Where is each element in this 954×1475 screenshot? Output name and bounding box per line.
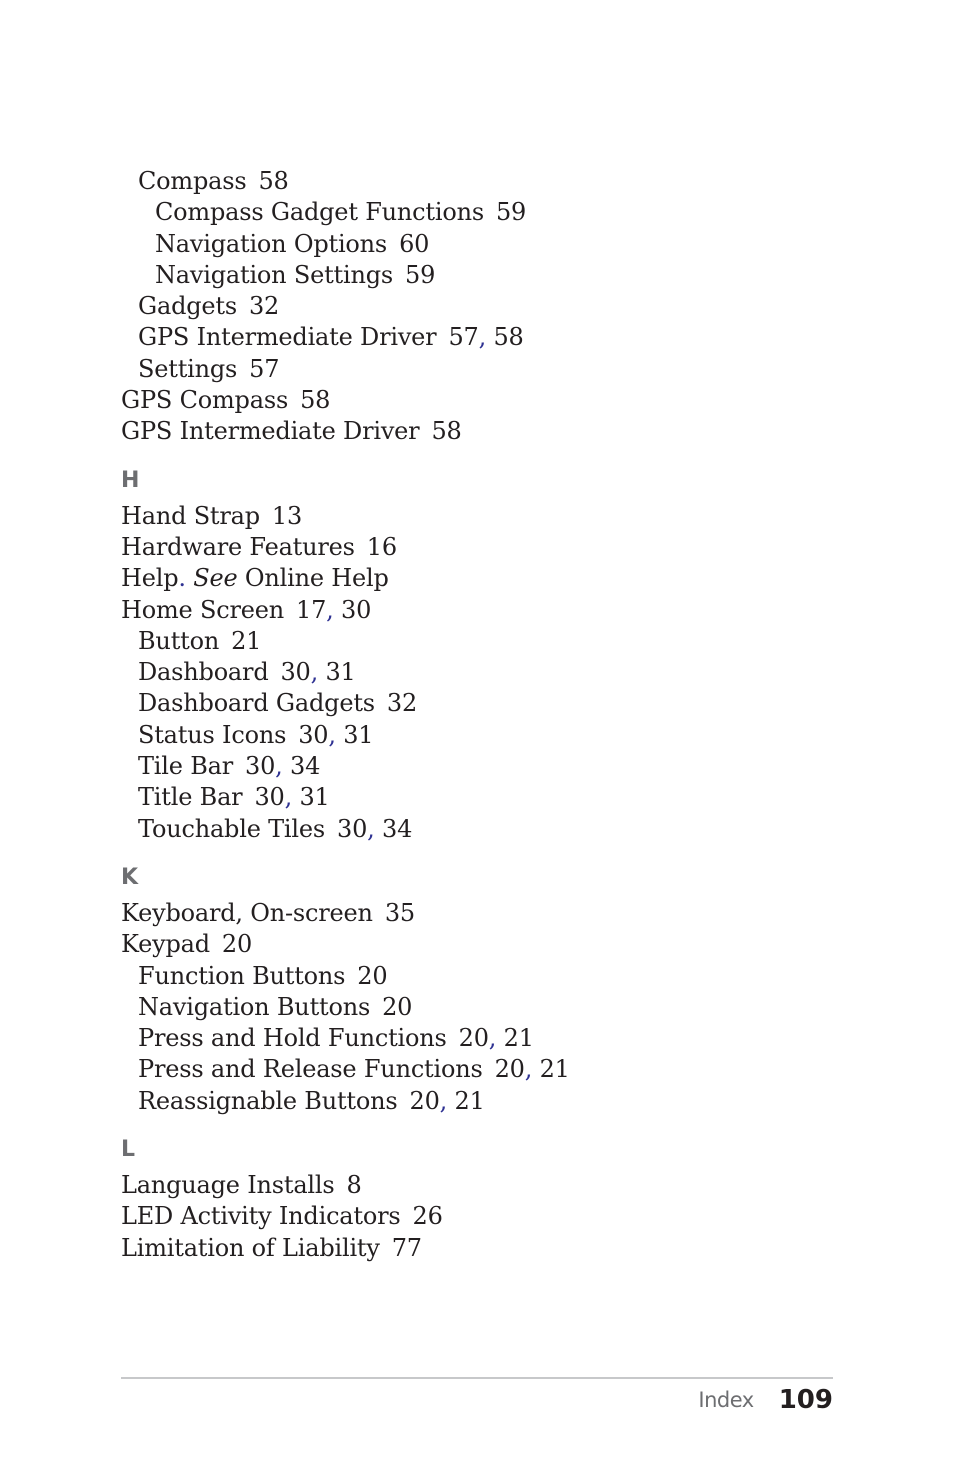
- index-subentry: [121, 814, 833, 845]
- index-letter-heading: K: [121, 864, 139, 890]
- index-term: Press and Release Functions: [138, 1055, 483, 1084]
- index-term: Compass Gadget Functions: [155, 198, 484, 227]
- page-ref: 31: [343, 720, 374, 749]
- index-page-refs: [245, 752, 320, 780]
- footer-page-number: 109: [778, 1385, 833, 1415]
- index-page-refs: [296, 596, 371, 624]
- index-subentry: [121, 354, 833, 385]
- index-subentry: [121, 166, 833, 197]
- index-subentry: [121, 782, 833, 813]
- index-page-refs: [387, 689, 417, 717]
- index-entry: [121, 898, 833, 929]
- page-ref: 8: [346, 1171, 362, 1200]
- index-subentry: [121, 961, 833, 992]
- page-ref: 58: [431, 417, 462, 446]
- page-ref-separator: ,: [326, 595, 341, 624]
- page-ref: 58: [258, 167, 289, 195]
- page-ref: 20: [382, 992, 413, 1021]
- index-term: Status Icons: [138, 720, 287, 749]
- page-ref: 20: [458, 1024, 489, 1053]
- index-page-refs: [410, 1087, 485, 1115]
- index-term: Keypad: [121, 930, 210, 959]
- index-page-refs: [431, 417, 461, 445]
- index-term: Help: [121, 564, 179, 593]
- page-ref: 16: [366, 532, 397, 561]
- page-ref-separator: ,: [275, 752, 291, 781]
- page-ref: 21: [503, 1024, 534, 1053]
- page-ref: 58: [300, 386, 331, 415]
- page-ref: 21: [231, 626, 262, 655]
- index-term: GPS Intermediate Driver: [121, 417, 420, 446]
- index-subentry: [121, 1023, 833, 1054]
- page-ref: 60: [399, 229, 430, 258]
- footer-rule: [121, 1377, 833, 1379]
- page-ref: 77: [391, 1233, 422, 1262]
- index-term: Navigation Options: [155, 229, 388, 258]
- index-page-refs: [382, 993, 412, 1021]
- index-subentry: [121, 260, 833, 291]
- index-subentry: [121, 322, 833, 353]
- page-ref: 20: [494, 1055, 525, 1084]
- page-ref: 34: [290, 752, 321, 781]
- page-ref: 17: [296, 595, 327, 624]
- page-ref: 57: [249, 354, 280, 383]
- index-term: Touchable Tiles: [138, 814, 326, 843]
- index-term: Function Buttons: [138, 961, 346, 990]
- page-ref: 31: [325, 658, 356, 687]
- index-term: Title Bar: [138, 783, 243, 812]
- index-term: Dashboard Gadgets: [138, 689, 375, 718]
- index-page-refs: [459, 1024, 534, 1052]
- index-page-refs: [249, 292, 279, 320]
- index-page-refs: [300, 386, 330, 414]
- index-page-refs: [405, 261, 435, 289]
- index-page-refs: [357, 962, 387, 990]
- page-ref: 32: [248, 292, 280, 321]
- page-ref: 30: [337, 814, 368, 843]
- index-page-refs: [392, 1234, 422, 1262]
- page-ref: 57: [448, 323, 479, 352]
- page-ref-separator: ,: [478, 323, 494, 352]
- index-page-refs: [231, 627, 261, 655]
- page-ref: 30: [341, 595, 372, 624]
- index-subentry: [121, 197, 833, 228]
- index-term: Language Installs: [121, 1171, 335, 1200]
- index-page-refs: [258, 167, 288, 195]
- see-target: Online Help: [244, 564, 389, 593]
- index-entry: [121, 1170, 833, 1201]
- page-ref: 34: [382, 814, 413, 843]
- index-page-refs: [254, 783, 329, 811]
- page-ref: 30: [254, 783, 285, 812]
- index-entry: [121, 501, 833, 532]
- index-page-refs: [399, 230, 429, 258]
- index-entry: [121, 416, 833, 447]
- index-term: GPS Intermediate Driver: [138, 323, 437, 352]
- index-subentry: [121, 1086, 833, 1117]
- index-page-refs: [448, 323, 523, 351]
- index-page-refs: [298, 721, 373, 749]
- index-term: Gadgets: [138, 292, 237, 321]
- index-term: Hand Strap: [121, 501, 260, 530]
- index-subentry: [121, 751, 833, 782]
- index-page-refs: [367, 533, 397, 561]
- index-term: Button: [138, 626, 220, 655]
- index-subentry: [121, 720, 833, 751]
- index-page-refs: [272, 502, 302, 530]
- index-entry: [121, 385, 833, 416]
- index-term: GPS Compass: [121, 386, 289, 415]
- index-entry: [121, 595, 833, 626]
- index-term: Dashboard: [138, 658, 269, 687]
- index-subentry: [121, 688, 833, 719]
- page-ref-separator: ,: [284, 783, 300, 812]
- index-term: LED Activity Indicators: [121, 1202, 401, 1231]
- index-term: Navigation Settings: [155, 260, 394, 289]
- page-footer: [698, 1380, 833, 1420]
- index-letter-heading: L: [121, 1137, 136, 1163]
- index-page-refs: [413, 1202, 443, 1230]
- index-page-refs: [385, 899, 415, 927]
- page-ref: 35: [384, 898, 415, 927]
- index-entry: [121, 929, 833, 960]
- index-letter-heading: H: [121, 467, 140, 493]
- page-ref-separator: ,: [524, 1055, 540, 1084]
- page-ref-separator: ,: [367, 814, 383, 843]
- page-ref: 20: [221, 930, 253, 959]
- page-ref: 21: [539, 1055, 570, 1084]
- index-entry: [121, 1201, 833, 1232]
- index-page-refs: [337, 815, 412, 843]
- see-label: See: [193, 564, 238, 593]
- page-ref: 20: [409, 1086, 440, 1115]
- index-term: Hardware Features: [121, 532, 355, 561]
- index-term: Keyboard, On-screen: [121, 898, 373, 927]
- index-page-refs: [222, 930, 252, 958]
- see-separator: .: [178, 564, 194, 593]
- page-ref: 30: [298, 720, 329, 749]
- page-ref: 58: [493, 323, 524, 352]
- index-term: Home Screen: [121, 595, 284, 624]
- page-ref: 26: [412, 1202, 443, 1231]
- page-ref-separator: ,: [328, 720, 344, 749]
- index-subentry: [121, 657, 833, 688]
- page-ref-separator: ,: [488, 1024, 504, 1053]
- page-ref-separator: ,: [439, 1086, 455, 1115]
- page-ref: 59: [405, 260, 436, 289]
- page-ref: 21: [454, 1086, 485, 1115]
- index-page-refs: [347, 1171, 362, 1199]
- index-page-refs: [495, 1055, 570, 1083]
- index-term: Reassignable Buttons: [138, 1086, 398, 1115]
- index-page-refs: [496, 198, 526, 226]
- index-entry: [121, 532, 833, 563]
- page-ref: 59: [495, 198, 527, 227]
- index-subentry: [121, 1054, 833, 1085]
- index-subentry: [121, 291, 833, 322]
- page-ref: 32: [386, 689, 418, 718]
- footer-section-label: Index: [698, 1388, 754, 1412]
- index-subentry: [121, 229, 833, 260]
- index-term: Press and Hold Functions: [138, 1024, 447, 1053]
- index-list: [121, 166, 833, 1264]
- index-page-refs: [249, 355, 279, 383]
- index-term: Settings: [138, 354, 238, 383]
- page-ref: 31: [299, 783, 330, 812]
- index-term: Limitation of Liability: [121, 1233, 380, 1262]
- index-entry: [121, 1233, 833, 1264]
- index-term: Tile Bar: [138, 752, 234, 781]
- page-ref: 13: [271, 501, 303, 530]
- index-subentry: [121, 992, 833, 1023]
- page-ref: 30: [245, 752, 276, 781]
- page-ref: 30: [280, 658, 311, 687]
- page-ref-separator: ,: [310, 658, 326, 687]
- index-subentry: [121, 626, 833, 657]
- index-term: Navigation Buttons: [138, 992, 371, 1021]
- index-term: Compass: [138, 167, 247, 195]
- index-entry: [121, 563, 833, 594]
- page-ref: 20: [357, 961, 388, 990]
- index-page-refs: [280, 658, 355, 686]
